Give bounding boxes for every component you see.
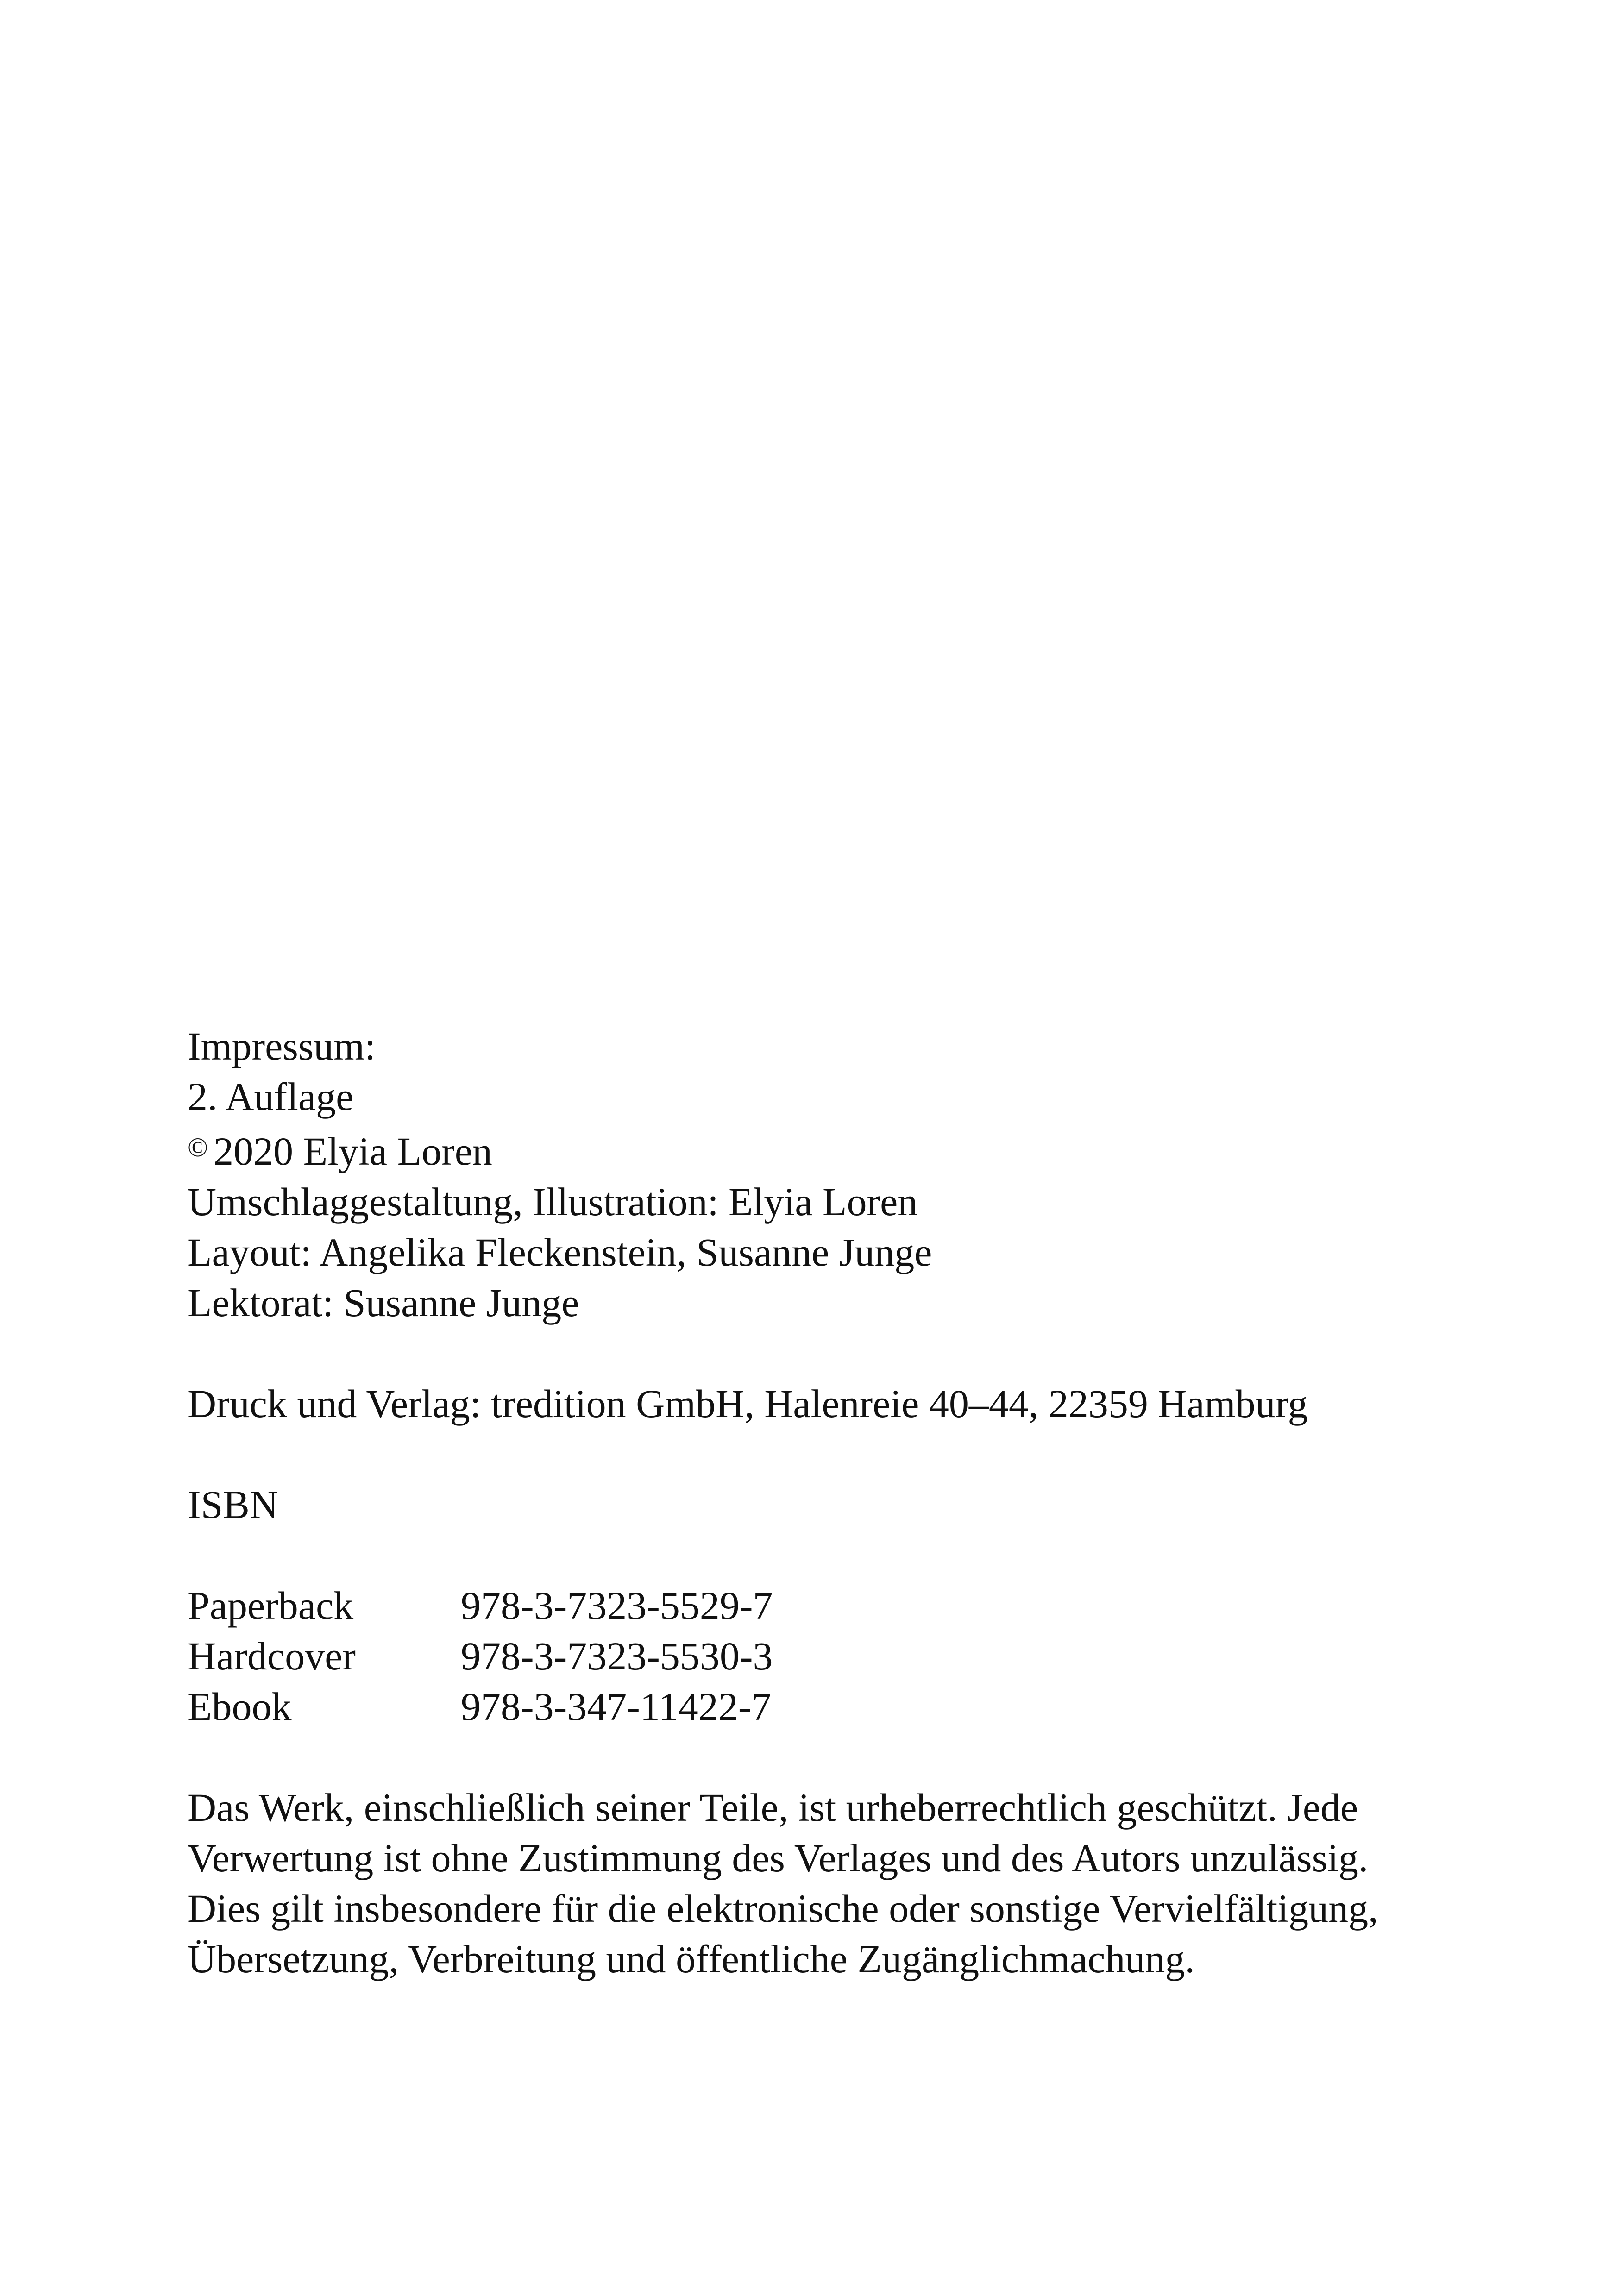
imprint-heading: Impressum: bbox=[188, 1024, 376, 1068]
isbn-number: 978-3-347-11422-7 bbox=[461, 1684, 772, 1729]
isbn-format: Paperback bbox=[188, 1583, 354, 1628]
isbn-format: Ebook bbox=[188, 1684, 292, 1729]
editing-credit: Lektorat: Susanne Junge bbox=[188, 1280, 579, 1325]
spacer bbox=[188, 1732, 1484, 1782]
legal-line: Übersetzung, Verbreitung und öffentliche Zugänglichmachung. bbox=[188, 1937, 1195, 1981]
cover-design-credit: Umschlaggestaltung, Illustration: Elyia Loren bbox=[188, 1179, 918, 1224]
isbn-number: 978-3-7323-5530-3 bbox=[461, 1634, 773, 1678]
legal-line: Das Werk, einschließlich seiner Teile, ist urheberrechtlich geschützt. Jede bbox=[188, 1785, 1358, 1830]
legal-line: Dies gilt insbesondere für die elektronische oder sonstige Vervielfältigung, bbox=[188, 1886, 1378, 1931]
imprint-block bbox=[188, 1021, 1484, 1984]
spacer bbox=[188, 1429, 1484, 1480]
isbn-row-paperback bbox=[188, 1581, 1484, 1631]
spacer bbox=[188, 1530, 1484, 1581]
spacer bbox=[188, 1328, 1484, 1379]
isbn-label: ISBN bbox=[188, 1482, 278, 1527]
legal-line: Verwertung ist ohne Zustimmung des Verlages und des Autors unzulässig. bbox=[188, 1836, 1369, 1880]
isbn-number: 978-3-7323-5529-7 bbox=[461, 1583, 773, 1628]
publisher-info: Druck und Verlag: tredition GmbH, Halenreie 40–44, 22359 Hamburg bbox=[188, 1381, 1308, 1426]
copyright-text: 2020 Elyia Loren bbox=[214, 1129, 492, 1173]
copyright-line bbox=[188, 1122, 1484, 1177]
isbn-row-hardcover bbox=[188, 1631, 1484, 1681]
layout-credit: Layout: Angelika Fleckenstein, Susanne Junge bbox=[188, 1230, 932, 1274]
copyright-symbol: © bbox=[188, 1132, 208, 1162]
isbn-row-ebook bbox=[188, 1681, 1484, 1732]
copyright-legal-notice bbox=[188, 1782, 1484, 1984]
edition-text: 2. Auflage bbox=[188, 1074, 354, 1119]
isbn-format: Hardcover bbox=[188, 1634, 356, 1678]
